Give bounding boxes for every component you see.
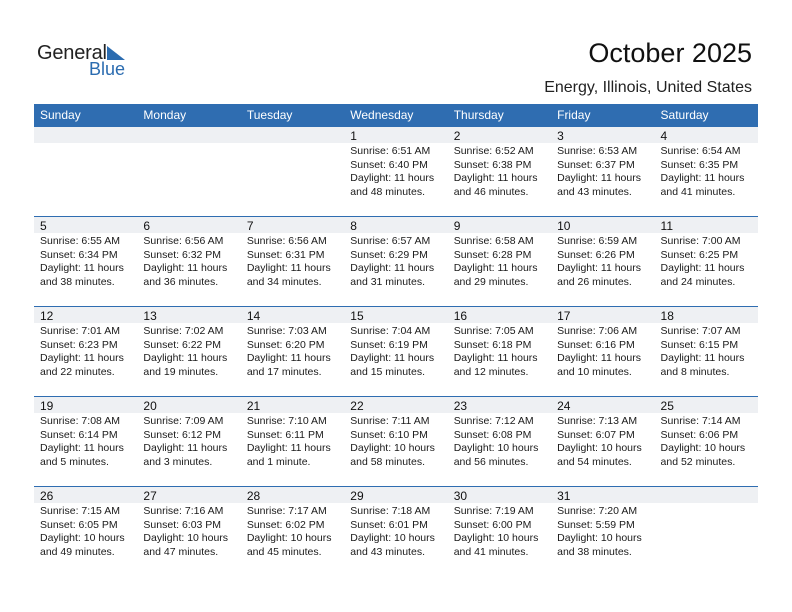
daylight-minutes: and 17 minutes. bbox=[246, 365, 322, 378]
sunset-time: Sunset: 6:34 PM bbox=[40, 248, 118, 261]
daylight-hours: Daylight: 11 hours bbox=[557, 352, 641, 364]
calendar-grid bbox=[34, 104, 758, 576]
daylight-hours: Daylight: 11 hours bbox=[143, 442, 228, 454]
day-cell bbox=[551, 486, 654, 559]
daylight-hours: Daylight: 11 hours bbox=[40, 352, 124, 364]
daylight-hours: Daylight: 10 hours bbox=[350, 442, 435, 454]
sunrise-time: Sunrise: 6:57 AM bbox=[350, 235, 431, 247]
day-cell bbox=[137, 216, 240, 289]
daylight-hours: Daylight: 11 hours bbox=[453, 352, 538, 364]
sunrise-time: Sunrise: 7:15 AM bbox=[40, 505, 120, 517]
sunrise-time: Sunrise: 7:06 AM bbox=[557, 325, 638, 337]
day-cell bbox=[241, 486, 344, 559]
day-cell bbox=[34, 216, 137, 289]
sunset-time: Sunset: 6:05 PM bbox=[40, 518, 118, 531]
day-number: 19 bbox=[40, 399, 54, 413]
day-cell bbox=[241, 306, 344, 379]
day-cell bbox=[655, 396, 758, 469]
daylight-minutes: and 38 minutes. bbox=[40, 275, 115, 288]
daylight-minutes: and 54 minutes. bbox=[557, 455, 632, 468]
day-cell bbox=[344, 216, 447, 289]
day-number: 2 bbox=[453, 129, 461, 143]
daylight-minutes: and 41 minutes. bbox=[453, 545, 529, 558]
daylight-hours: Daylight: 10 hours bbox=[246, 532, 332, 544]
sunset-time: Sunset: 6:35 PM bbox=[660, 158, 739, 171]
day-cell bbox=[34, 486, 137, 559]
daylight-minutes: and 19 minutes. bbox=[143, 365, 219, 378]
weekday-header bbox=[34, 104, 758, 126]
sunset-time: Sunset: 6:26 PM bbox=[557, 248, 635, 261]
sunrise-time: Sunrise: 6:51 AM bbox=[350, 145, 431, 157]
daylight-hours: Daylight: 10 hours bbox=[660, 442, 746, 454]
daylight-minutes: and 3 minutes. bbox=[143, 455, 213, 468]
sunset-time: Sunset: 6:16 PM bbox=[557, 338, 635, 351]
day-cell bbox=[344, 396, 447, 469]
day-cell bbox=[551, 306, 654, 379]
page-title: October 2025 bbox=[588, 38, 752, 68]
sunset-time: Sunset: 6:14 PM bbox=[40, 428, 118, 441]
daylight-minutes: and 56 minutes. bbox=[453, 455, 529, 468]
day-cell bbox=[137, 486, 240, 559]
day-number: 7 bbox=[246, 219, 254, 233]
sunset-time: Sunset: 6:40 PM bbox=[350, 158, 428, 171]
sunrise-time: Sunrise: 6:52 AM bbox=[453, 145, 534, 157]
daylight-minutes: and 31 minutes. bbox=[350, 275, 425, 288]
day-cell bbox=[241, 216, 344, 289]
sunset-time: Sunset: 6:12 PM bbox=[143, 428, 222, 441]
day-number: 28 bbox=[246, 489, 261, 503]
day-number: 5 bbox=[40, 219, 47, 233]
daylight-hours: Daylight: 11 hours bbox=[350, 262, 435, 274]
daylight-hours: Daylight: 11 hours bbox=[246, 442, 331, 454]
day-number: 16 bbox=[453, 309, 468, 323]
sunrise-time: Sunrise: 7:12 AM bbox=[453, 415, 534, 427]
sunset-time: Sunset: 6:06 PM bbox=[660, 428, 739, 441]
daylight-hours: Daylight: 10 hours bbox=[143, 532, 229, 544]
day-number: 13 bbox=[143, 309, 157, 323]
day-number: 10 bbox=[557, 219, 571, 233]
sunset-time: Sunset: 6:08 PM bbox=[453, 428, 532, 441]
sunset-time: Sunset: 6:32 PM bbox=[143, 248, 222, 261]
day-cell bbox=[655, 306, 758, 379]
sunset-time: Sunset: 6:31 PM bbox=[246, 248, 325, 261]
daylight-hours: Daylight: 11 hours bbox=[350, 172, 435, 184]
sunset-time: Sunset: 6:20 PM bbox=[246, 338, 325, 351]
day-number: 26 bbox=[40, 489, 54, 503]
daylight-hours: Daylight: 11 hours bbox=[143, 262, 228, 274]
sunset-time: Sunset: 5:59 PM bbox=[557, 518, 635, 531]
day-number: 25 bbox=[660, 399, 674, 413]
location-subtitle: Energy, Illinois, United States bbox=[544, 79, 752, 96]
daylight-hours: Daylight: 10 hours bbox=[40, 532, 125, 544]
empty-day-cell bbox=[34, 126, 137, 199]
day-number: 12 bbox=[40, 309, 54, 323]
sunrise-time: Sunrise: 7:07 AM bbox=[660, 325, 741, 337]
day-cell bbox=[448, 216, 551, 289]
day-cell bbox=[655, 216, 758, 289]
daylight-hours: Daylight: 11 hours bbox=[557, 262, 641, 274]
sunset-time: Sunset: 6:07 PM bbox=[557, 428, 635, 441]
sunrise-time: Sunrise: 7:08 AM bbox=[40, 415, 120, 427]
sunset-time: Sunset: 6:10 PM bbox=[350, 428, 428, 441]
sunrise-time: Sunrise: 6:56 AM bbox=[246, 235, 327, 247]
day-number: 15 bbox=[350, 309, 364, 323]
empty-day-cell bbox=[241, 126, 344, 199]
daylight-minutes: and 52 minutes. bbox=[660, 455, 736, 468]
day-cell bbox=[448, 396, 551, 469]
weekday-sunday: Sunday bbox=[40, 108, 81, 122]
sunrise-time: Sunrise: 7:14 AM bbox=[660, 415, 741, 427]
sunset-time: Sunset: 6:28 PM bbox=[453, 248, 532, 261]
day-number: 29 bbox=[350, 489, 364, 503]
sunset-time: Sunset: 6:38 PM bbox=[453, 158, 532, 171]
daylight-hours: Daylight: 10 hours bbox=[350, 532, 435, 544]
daylight-hours: Daylight: 11 hours bbox=[40, 442, 124, 454]
daylight-minutes: and 45 minutes. bbox=[246, 545, 322, 558]
sunset-time: Sunset: 6:15 PM bbox=[660, 338, 739, 351]
day-cell bbox=[448, 306, 551, 379]
sunrise-time: Sunrise: 7:17 AM bbox=[246, 505, 327, 517]
sunrise-time: Sunrise: 7:01 AM bbox=[40, 325, 120, 337]
empty-day-cell bbox=[655, 486, 758, 559]
daylight-minutes: and 46 minutes. bbox=[453, 185, 529, 198]
daylight-minutes: and 41 minutes. bbox=[660, 185, 736, 198]
daylight-hours: Daylight: 11 hours bbox=[660, 172, 745, 184]
day-number: 8 bbox=[350, 219, 357, 233]
sunset-time: Sunset: 6:11 PM bbox=[246, 428, 324, 441]
logo-blue-text: Blue bbox=[89, 59, 126, 79]
day-number: 24 bbox=[557, 399, 571, 413]
daylight-minutes: and 26 minutes. bbox=[557, 275, 632, 288]
empty-day-cell bbox=[137, 126, 240, 199]
day-number: 9 bbox=[453, 219, 461, 233]
sunrise-time: Sunrise: 7:00 AM bbox=[660, 235, 741, 247]
day-cell bbox=[344, 126, 447, 199]
day-number: 30 bbox=[453, 489, 468, 503]
day-cell bbox=[344, 306, 447, 379]
daylight-hours: Daylight: 11 hours bbox=[40, 262, 124, 274]
day-cell bbox=[34, 396, 137, 469]
day-cell bbox=[137, 396, 240, 469]
sunset-time: Sunset: 6:23 PM bbox=[40, 338, 118, 351]
calendar-week bbox=[34, 486, 758, 576]
day-number: 21 bbox=[246, 399, 261, 413]
sunrise-time: Sunrise: 6:58 AM bbox=[453, 235, 534, 247]
daylight-minutes: and 24 minutes. bbox=[660, 275, 736, 288]
daylight-hours: Daylight: 11 hours bbox=[453, 172, 538, 184]
sunrise-time: Sunrise: 7:09 AM bbox=[143, 415, 224, 427]
sunrise-time: Sunrise: 7:04 AM bbox=[350, 325, 431, 337]
sunrise-time: Sunrise: 7:05 AM bbox=[453, 325, 534, 337]
day-number: 3 bbox=[557, 129, 564, 143]
calendar-week bbox=[34, 126, 758, 216]
daylight-minutes: and 34 minutes. bbox=[246, 275, 322, 288]
daylight-hours: Daylight: 11 hours bbox=[350, 352, 435, 364]
day-number: 17 bbox=[557, 309, 571, 323]
daylight-minutes: and 1 minute. bbox=[246, 455, 311, 468]
calendar-week bbox=[34, 216, 758, 306]
daylight-minutes: and 29 minutes. bbox=[453, 275, 529, 288]
weekday-friday: Friday bbox=[557, 108, 591, 122]
sunrise-time: Sunrise: 6:53 AM bbox=[557, 145, 638, 157]
daylight-minutes: and 12 minutes. bbox=[453, 365, 529, 378]
day-number: 22 bbox=[350, 399, 364, 413]
daylight-hours: Daylight: 10 hours bbox=[453, 442, 539, 454]
daylight-hours: Daylight: 10 hours bbox=[557, 442, 642, 454]
daylight-minutes: and 5 minutes. bbox=[40, 455, 109, 468]
daylight-minutes: and 38 minutes. bbox=[557, 545, 632, 558]
day-number: 1 bbox=[350, 129, 357, 143]
sunset-time: Sunset: 6:00 PM bbox=[453, 518, 532, 531]
sunset-time: Sunset: 6:02 PM bbox=[246, 518, 325, 531]
sunset-time: Sunset: 6:01 PM bbox=[350, 518, 428, 531]
logo bbox=[37, 42, 137, 82]
daylight-minutes: and 36 minutes. bbox=[143, 275, 219, 288]
day-cell bbox=[551, 396, 654, 469]
sunset-time: Sunset: 6:18 PM bbox=[453, 338, 532, 351]
daylight-hours: Daylight: 11 hours bbox=[660, 262, 745, 274]
day-number: 31 bbox=[557, 489, 571, 503]
sunrise-time: Sunrise: 7:03 AM bbox=[246, 325, 327, 337]
sunrise-time: Sunrise: 6:55 AM bbox=[40, 235, 120, 247]
weekday-monday: Monday bbox=[143, 108, 187, 122]
day-cell bbox=[241, 396, 344, 469]
daylight-hours: Daylight: 11 hours bbox=[246, 352, 331, 364]
daylight-hours: Daylight: 11 hours bbox=[246, 262, 331, 274]
sunrise-time: Sunrise: 7:13 AM bbox=[557, 415, 638, 427]
day-number: 18 bbox=[660, 309, 674, 323]
daylight-minutes: and 58 minutes. bbox=[350, 455, 425, 468]
day-number: 4 bbox=[660, 129, 668, 143]
sunrise-time: Sunrise: 7:11 AM bbox=[350, 415, 430, 427]
daylight-minutes: and 43 minutes. bbox=[557, 185, 632, 198]
day-cell bbox=[551, 126, 654, 199]
sunset-time: Sunset: 6:19 PM bbox=[350, 338, 428, 351]
daylight-hours: Daylight: 11 hours bbox=[660, 352, 745, 364]
daylight-minutes: and 43 minutes. bbox=[350, 545, 425, 558]
sunrise-time: Sunrise: 7:16 AM bbox=[143, 505, 224, 517]
daylight-hours: Daylight: 10 hours bbox=[557, 532, 642, 544]
sunrise-time: Sunrise: 7:10 AM bbox=[246, 415, 327, 427]
calendar-weeks bbox=[34, 126, 758, 576]
weekday-tuesday: Tuesday bbox=[246, 108, 293, 122]
sunset-time: Sunset: 6:03 PM bbox=[143, 518, 222, 531]
weekday-saturday: Saturday bbox=[660, 108, 709, 122]
daylight-hours: Daylight: 11 hours bbox=[143, 352, 228, 364]
sunset-time: Sunset: 6:37 PM bbox=[557, 158, 635, 171]
day-number: 20 bbox=[143, 399, 157, 413]
day-cell bbox=[34, 306, 137, 379]
daylight-minutes: and 10 minutes. bbox=[557, 365, 632, 378]
day-cell bbox=[448, 486, 551, 559]
sunrise-time: Sunrise: 6:54 AM bbox=[660, 145, 741, 157]
weekday-wednesday: Wednesday bbox=[350, 108, 414, 122]
sunrise-time: Sunrise: 7:19 AM bbox=[453, 505, 534, 517]
sunset-time: Sunset: 6:29 PM bbox=[350, 248, 428, 261]
daylight-minutes: and 22 minutes. bbox=[40, 365, 115, 378]
day-cell bbox=[137, 306, 240, 379]
logo-general-text: General bbox=[37, 42, 107, 64]
day-number: 6 bbox=[143, 219, 151, 233]
calendar-week bbox=[34, 396, 758, 486]
day-number: 11 bbox=[660, 219, 673, 233]
daylight-minutes: and 49 minutes. bbox=[40, 545, 115, 558]
sunset-time: Sunset: 6:25 PM bbox=[660, 248, 739, 261]
sunrise-time: Sunrise: 6:56 AM bbox=[143, 235, 224, 247]
daylight-minutes: and 48 minutes. bbox=[350, 185, 425, 198]
sunrise-time: Sunrise: 7:20 AM bbox=[557, 505, 638, 517]
logo-triangle-icon bbox=[107, 46, 125, 60]
sunset-time: Sunset: 6:22 PM bbox=[143, 338, 222, 351]
day-cell bbox=[344, 486, 447, 559]
daylight-minutes: and 15 minutes. bbox=[350, 365, 425, 378]
day-number: 14 bbox=[246, 309, 261, 323]
weekday-thursday: Thursday bbox=[453, 108, 504, 122]
sunrise-time: Sunrise: 7:18 AM bbox=[350, 505, 431, 517]
sunrise-time: Sunrise: 7:02 AM bbox=[143, 325, 224, 337]
day-cell bbox=[551, 216, 654, 289]
daylight-hours: Daylight: 11 hours bbox=[557, 172, 641, 184]
day-cell bbox=[655, 126, 758, 199]
daylight-hours: Daylight: 11 hours bbox=[453, 262, 538, 274]
sunrise-time: Sunrise: 6:59 AM bbox=[557, 235, 638, 247]
calendar-week bbox=[34, 306, 758, 396]
day-number: 27 bbox=[143, 489, 157, 503]
day-cell bbox=[448, 126, 551, 199]
daylight-hours: Daylight: 10 hours bbox=[453, 532, 539, 544]
daylight-minutes: and 47 minutes. bbox=[143, 545, 219, 558]
daylight-minutes: and 8 minutes. bbox=[660, 365, 730, 378]
day-number: 23 bbox=[453, 399, 468, 413]
